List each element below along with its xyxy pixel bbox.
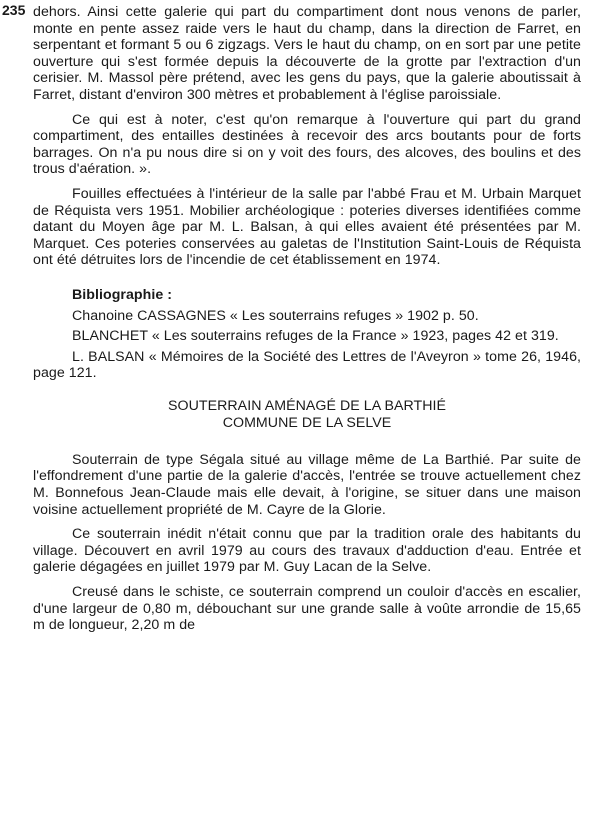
paragraph-continuation: dehors. Ainsi cette galerie qui part du compartiment dont nous venons de parler, monte en pente assez raide vers le haut du champ, dans la direction de Farret, en serpentant et formant 5 ou 6 zigzags. Vers le haut du champ, on en sort par une petite ouverture qui s'est formée depuis la découverte de la grotte par l'extraction d'un cerisier. M. Massol père prétend, avec les gens du pays, que la galerie aboutissait à Farret, distant d'environ 300 mètres et probablement à l'église paroissiale. <box>33 4 581 103</box>
section <box>33 398 581 634</box>
section-subtitle: COMMUNE DE LA SELVE <box>222 414 392 431</box>
paragraph: Fouilles effectuées à l'intérieur de la salle par l'abbé Frau et M. Urbain Marquet de Réquista vers 1951. Mobilier archéologique : poteries diverses identifiées comme datant du Moyen âge par M. L. Balsan, à qui elles avaient été présentées par M. Marquet. Ces poteries conservées au galetas de l'Institution Saint-Louis de Réquista ont été détruites lors de l'incendie de cet établissement en 1974. <box>33 185 581 269</box>
bibliography <box>33 287 581 382</box>
page-number: 235 <box>2 2 26 18</box>
bibliography-heading: Bibliographie : <box>72 286 173 303</box>
section-title: SOUTERRAIN AMÉNAGÉ DE LA BARTHIÉ <box>167 397 447 414</box>
bibliography-entry: L. BALSAN « Mémoires de la Société des Lettres de l'Aveyron » tome 26, 1946, page 121. <box>33 348 581 382</box>
paragraph: Creusé dans le schiste, ce souterrain comprend un couloir d'accès en escalier, d'une largeur de 0,80 m, débouchant sur une grande salle à voûte arrondie de 15,65 m de longueur, 2,20 m de <box>33 584 581 634</box>
paragraph: Ce souterrain inédit n'était connu que par la tradition orale des habitants du village. Découvert en avril 1979 au cours des travaux d'adduction d'eau. Entrée et galerie dégagées en juillet 1979 par M. Guy Lacan de la Selve. <box>33 526 581 576</box>
body-text <box>33 4 581 634</box>
paragraph: Souterrain de type Ségala situé au village même de La Barthié. Par suite de l'effondrement d'une partie de la galerie d'accès, l'entrée se trouve actuellement chez M. Bonnefous Jean-Claude mais elle devait, à l'origine, se situer dans une maison voisine actuellement propriété de M. Cayre de la Glorie. <box>33 451 581 518</box>
bibliography-entry: Chanoine CASSAGNES « Les souterrains refuges » 1902 p. 50. <box>72 307 479 324</box>
bibliography-entry: BLANCHET « Les souterrains refuges de la France » 1923, pages 42 et 319. <box>72 328 559 345</box>
paragraph: Ce qui est à noter, c'est qu'on remarque à l'ouverture qui part du grand compartiment, des entailles destinées à recevoir des arcs boutants pour de forts barrages. On n'a pu nous dire si on y voit des fours, des alcoves, des boulins et des trous d'aération. ». <box>33 111 581 178</box>
